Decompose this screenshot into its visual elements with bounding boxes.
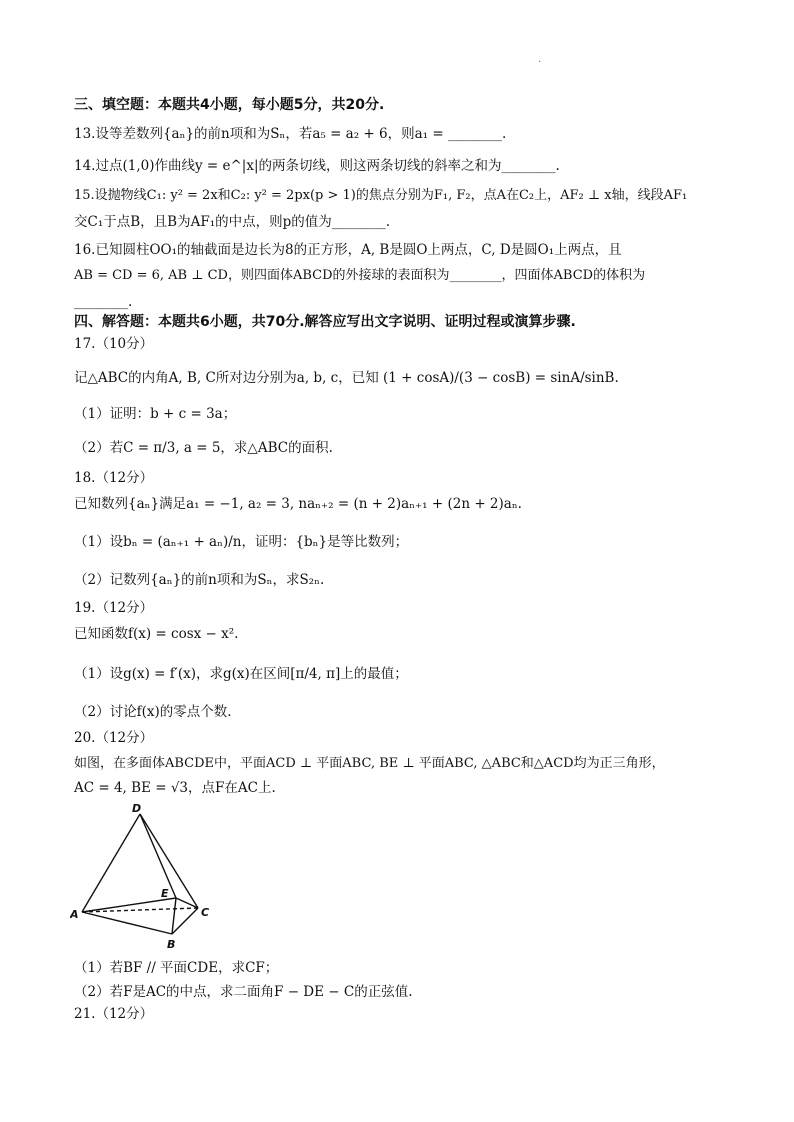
polyhedron-figure [70, 800, 230, 950]
question-17-part1: （1）证明：b + c = 3a； [74, 406, 237, 422]
question-18-part1: （1）设bₙ = (aₙ₊₁ + aₙ)/n，证明：{bₙ}是等比数列； [74, 534, 409, 550]
question-17-stem: 记△ABC的内角A, B, C所对边分别为a, b, c，已知 (1 + cosA)/(3 − cosB) = sinA/sinB. [74, 370, 619, 386]
label-A: A [70, 908, 79, 921]
question-18-stem: 已知数列{aₙ}满足a₁ = −1, a₂ = 3, naₙ₊₂ = (n + 2)aₙ₊₁ + (2n + 2)aₙ. [74, 496, 522, 512]
question-16-line1: 16.已知圆柱OO₁的轴截面是边长为8的正方形，A, B是圆O上两点，C, D是圆O₁上两点，且 [74, 242, 622, 258]
question-16-line2: AB = CD = 6, AB ⊥ CD，则四面体ABCD的外接球的表面积为________，四面体ABCD的体积为 [74, 268, 646, 283]
edge-DC [140, 814, 198, 908]
edge-AB [82, 912, 172, 934]
page-mark: . [538, 54, 542, 65]
edge-BE [172, 898, 176, 934]
question-17-title: 17.（10分） [74, 336, 154, 352]
question-20-stem-line2: AC = 4, BE = √3，点F在AC上. [74, 780, 276, 796]
question-21-title: 21.（12分） [74, 1006, 154, 1022]
label-B: B [167, 938, 176, 950]
section4-heading: 四、解答题：本题共6小题，共70分.解答应写出文字说明、证明过程或演算步骤. [74, 314, 576, 330]
label-C: C [201, 906, 210, 919]
question-20-stem-line1: 如图，在多面体ABCDE中，平面ACD ⊥ 平面ABC, BE ⊥ 平面ABC, △ABC和△ACD均为正三角形， [74, 756, 665, 771]
question-15-line1: 15.设抛物线C₁: y² = 2x和C₂: y² = 2px(p > 1)的焦点分别为F₁, F₂，点A在C₂上，AF₂ ⊥ x轴，线段AF₁ [74, 188, 688, 203]
question-13: 13.设等差数列{aₙ}的前n项和为Sₙ，若a₅ = a₂ + 6，则a₁ = ________. [74, 126, 507, 142]
question-14: 14.过点(1,0)作曲线y = e^|x|的两条切线，则这两条切线的斜率之和为________. [74, 158, 560, 174]
question-19-stem: 已知函数f(x) = cosx − x². [74, 626, 239, 642]
edge-BC [172, 908, 198, 934]
label-E: E [161, 887, 169, 900]
question-20-part2: （2）若F是AC的中点，求二面角F − DE − C的正弦值. [74, 984, 413, 1000]
question-17-part2: （2）若C = π/3, a = 5，求△ABC的面积. [74, 440, 333, 456]
question-18-part2: （2）记数列{aₙ}的前n项和为Sₙ，求S₂ₙ. [74, 572, 325, 588]
question-20-title: 20.（12分） [74, 730, 154, 746]
question-19-part1: （1）设g(x) = f′(x)，求g(x)在区间[π/4, π]上的最值； [74, 666, 408, 682]
question-18-title: 18.（12分） [74, 470, 154, 486]
label-D: D [132, 802, 142, 815]
question-19-part2: （2）讨论f(x)的零点个数. [74, 704, 232, 720]
edge-DE [140, 814, 176, 898]
question-20-part1: （1）若BF // 平面CDE，求CF； [74, 960, 279, 976]
edge-AD [82, 814, 140, 912]
question-16-line3: ________. [74, 294, 133, 310]
question-15-line2: 交C₁于点B，且B为AF₁的中点，则p的值为________. [74, 214, 391, 230]
question-19-title: 19.（12分） [74, 600, 154, 616]
section3-heading: 三、填空题：本题共4小题，每小题5分，共20分. [74, 97, 385, 113]
